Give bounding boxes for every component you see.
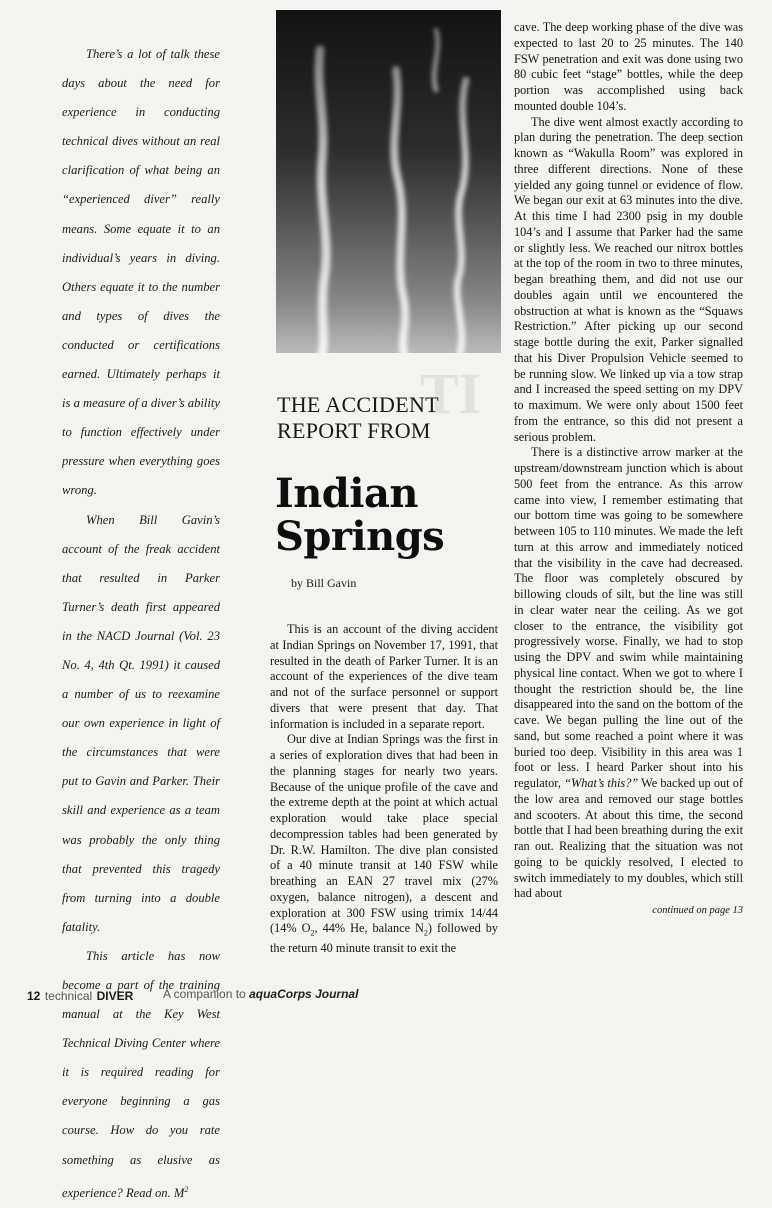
magazine-name-light: technical <box>44 989 93 1003</box>
body-paragraph: The dive went almost exactly according to plan during the penetration. The deep section known as “Wakulla Room” was explored in three different directions. None of these yielded any going tunnel or evidence of flow. We began our exit at 63 minutes into the dive. At this time I had 2300 psig in my double 104’s and I assume that Parker had the same or slightly less. We reached our nitrox bottles at the top of the room in two to three minutes, began breathing them, and did not use our doubles again until we encountered the obstruction at what is known as the “Squaws Restriction.” After picking up our second stage bottle during the exit, Parker signalled that his Diver Propulsion Vehicle seemed to be running slow. We linked up via a tow strap and I increased the speed setting on my DPV to maximum. We were only about 1500 feet from the entrance, so this did not present a serious problem. <box>514 114 743 444</box>
editor-signature: M <box>173 1185 185 1200</box>
show-through-text: TI <box>420 361 482 426</box>
sidebar-paragraph: When Bill Gavin’s account of the freak accident that resulted in Parker Turner’s death first appeared in the NACD Journal (Vol. 23 No. 4, 4th Qt. 1991) it caused a number of us to reexamine our own experience in light of the circumstances that were put to Gavin and Parker. Their skill and experience as a team was probably the only thing that prevented this tragedy from turning into a double fatality. <box>62 512 220 934</box>
underwater-light-photo-icon <box>276 10 501 353</box>
journal-name: aquaCorps Journal <box>249 987 359 1001</box>
body-paragraph: Our dive at Indian Springs was the first in a series of exploration dives that had been in the planning stages for nearly two years. Because of the unique profile of the cave and the extreme depth at the point at which actual exploration would take place special decompression tables had been generated by Dr. R.W. Hamilton. The dive plan consisted of a 40 minute transit at 140 FSW while breathing an EAN 27 travel mix (27% oxygen, balance nitrogen), a descent and exploration at 300 FSW using trimix 14/44 (14% $O_2$, 44% He, balance $N_2$) followed by the return 40 minute transit to exit the <box>270 732 498 956</box>
article-title <box>275 472 515 558</box>
page-footer <box>27 987 747 1003</box>
sidebar-paragraph: There’s a lot of talk these days about the need for experience in conducting technical dives without an real clarification of what being an “experienced diver” really means. Some equate it to an individual’s years in diving. Others equate it to the number and types of dives the conducted or certifications earned. Ultimately perhaps it is a measure of a diver’s ability to function effectively under pressure when everything goes wrong. <box>62 47 220 498</box>
body-paragraph: cave. The deep working phase of the dive was expected to last 20 to 25 minutes. The 140 FSW penetration and exit was done using two 80 cubic feet “stage” bottles, while the deep portion was accomplished using back mounted double 104’s. <box>514 20 743 113</box>
magazine-name-bold: DIVER <box>96 989 134 1003</box>
page-number: 12 <box>27 989 41 1003</box>
headline-kicker: THE ACCIDENT REPORT FROM <box>277 392 439 443</box>
title-line: Indian <box>275 470 418 517</box>
byline: by Bill Gavin <box>291 576 357 590</box>
intro-sidebar <box>62 40 220 1208</box>
title-line: Springs <box>275 513 445 560</box>
body-column-right <box>514 20 743 919</box>
sidebar-paragraph: This article has now become a part of the training manual at the Key West Technical Diving Center where it is required reading for everyone beginning a gas course. How do you rate something as elusive as experience? Read on. $M^2$ <box>62 948 220 1200</box>
companion-credit: A companion to aquaCorps Journal <box>163 987 359 1001</box>
body-paragraph: There is a distinctive arrow marker at the upstream/downstream junction which is about 500 feet from the entrance. As this arrow came into view, I remember estimating that our bottom time was going to be somewhere between 105 to 110 minutes. We made the left turn at this arrow and immediately noticed that the visibility in the cave had decreased. The floor was completely obscured by billowing clouds of silt, but the line was still in clear water near the ceiling. As we got closer to the entrance, the visibility got progressively worse. Finally, we had to stop using the DPV and swim while maintaining physical line contact. When we got to where I thought the restriction should be, the line disappeared into the sand on the bottom of the cave. We began pulling the line out of the sand, but some reached a point where it was buried too deep. Visibility in this area was 1 foot or less. I heard Parker shout into his regulator, “What’s this?” We backed up out of the low area and removed our stage bottles and scooters. At about this time, the second bottle that I had been breathing during the exit ran out. Realizing that the situation was not going to be quickly resolved, I elected to switch immediately to my doubles, which still had about <box>514 445 744 901</box>
continued-note: continued on page 13 <box>652 905 743 916</box>
cave-light-photo <box>276 10 501 353</box>
quote-text: “What’s this?” <box>564 776 639 790</box>
body-column-middle <box>270 622 498 957</box>
body-paragraph: This is an account of the diving accident at Indian Springs on November 17, 1991, that resulted in the death of Parker Turner. It is an account of the experiences of the dive team and not of the surface personnel or support divers that were present that day. That information is included in a separate report. <box>270 622 498 731</box>
